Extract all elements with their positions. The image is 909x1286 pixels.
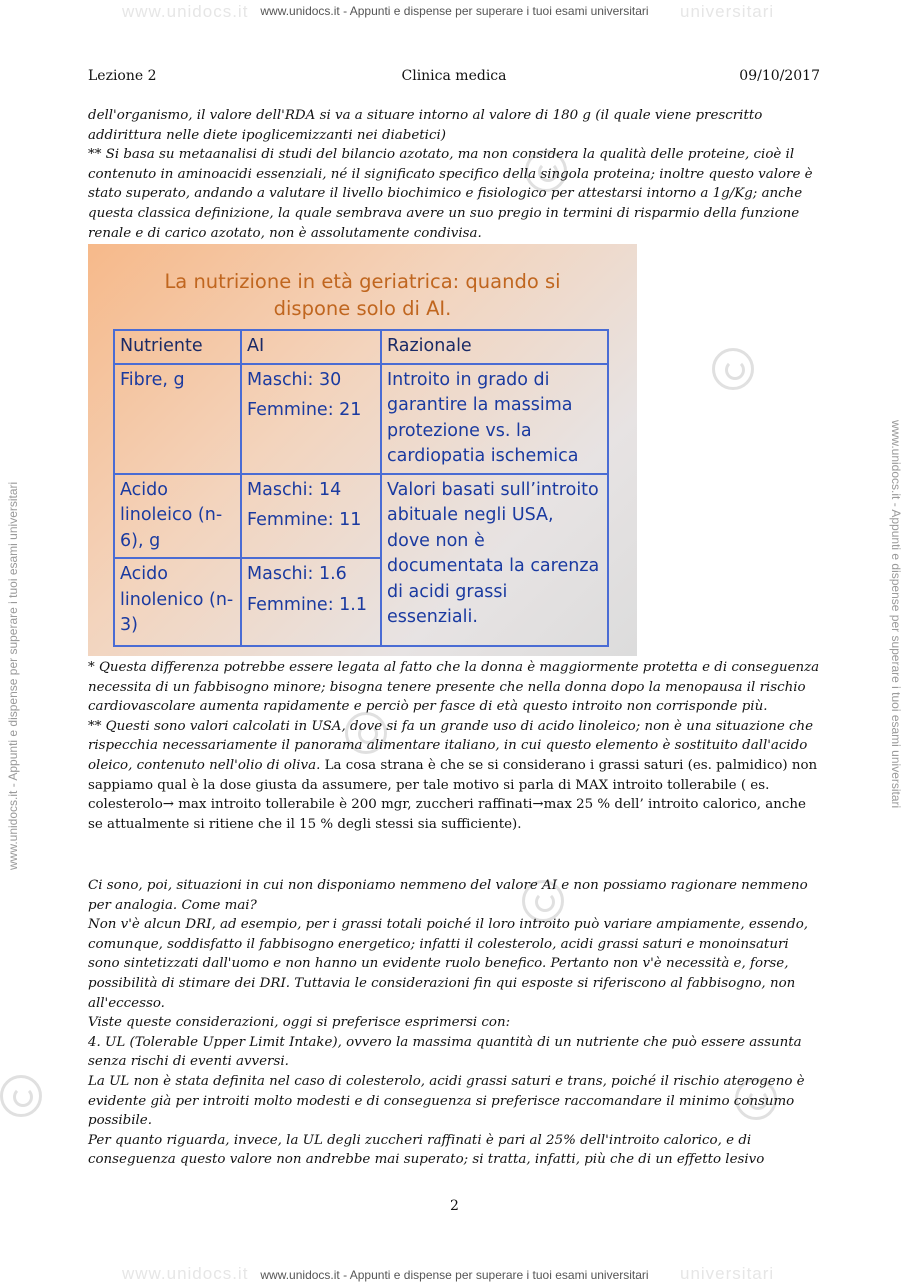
table-header-row — [114, 330, 608, 364]
table-header-cell: AI — [241, 330, 381, 364]
slide-figure — [88, 244, 637, 656]
note2-regular: La cosa strana è che se si considerano i grassi saturi (es. palmidico) non sappiamo qual è la dose giusta da assumere, per tale motivo si parla di MAX introito tollerabile ( es. colesterolo→ max introito tollerabile è 200 mgr, zuccheri raffinati→max 25 % dell’ introito calorico, anche se attualmente si ritiene che il 15 % degli stessi sia sufficiente). — [88, 757, 818, 832]
rationale-cell: Introito in grado di garantire la massima protezione vs. la cardiopatia ischemica — [381, 364, 608, 474]
body-paragraph: Per quanto riguarda, invece, la UL degli zuccheri raffinati è pari al 25% dell'introito calorico, e di conseguenza questo valore non andrebbe mai superato; si tratta, infatti, più che di un effetto lesivo — [88, 1132, 765, 1168]
note-paragraph: * Questa differenza potrebbe essere legata al fatto che la donna è maggiormente protetta e di conseguenza necessita di un fabbisogno minore; bisogna tenere presente che nella donna dopo la menopausa il rischio cardiovascolare aumenta rapidamente e perciò per fasce di età questo introito non corrisponde più. — [88, 660, 820, 715]
ai-female-value: Femmine: 21 — [247, 400, 362, 420]
ghost-right-text: universitari — [680, 2, 775, 21]
header-course: Clinica medica — [401, 68, 507, 84]
ai-female-value: Femmine: 1.1 — [247, 594, 367, 615]
slide-title — [88, 268, 637, 322]
page-header — [88, 68, 820, 88]
table-row — [114, 364, 608, 474]
slide-title-line: La nutrizione in età geriatrica: quando si — [164, 270, 561, 293]
body-paragraph: La UL non è stata definita nel caso di colesterolo, acidi grassi saturi e trans, poiché il rischio aterogeno è evidente già per introiti molto modesti e di conseguenza si preferisce raccomandare il minimo consumo possibile. — [88, 1073, 805, 1129]
header-lesson: Lezione 2 — [88, 68, 157, 84]
body-text — [88, 876, 823, 1170]
ai-male-value: Maschi: 1.6 — [247, 564, 347, 584]
ai-male-value: Maschi: 14 — [247, 479, 342, 500]
watermark-bottom: www.unidocs.it - Appunti e dispense per superare i tuoi esami universitari — [260, 1268, 649, 1282]
table-header-cell: Nutriente — [114, 330, 241, 364]
intro-text — [88, 106, 823, 243]
ai-cell — [241, 474, 381, 559]
header-date: 09/10/2017 — [739, 68, 820, 84]
body-paragraph: Ci sono, poi, situazioni in cui non disponiamo nemmeno del valore AI e non possiamo ragionare nemmeno per analogia. Come mai? — [88, 878, 808, 913]
ai-female-value: Femmine: 11 — [247, 510, 362, 530]
intro-paragraph: dell'organismo, il valore dell'RDA si va a situare intorno al valore di 180 g (il quale viene prescritto addirittura nelle diete ipoglicemizzanti nei diabetici) — [88, 108, 763, 143]
watermark-logo-icon — [712, 348, 754, 390]
watermark-logo-icon — [0, 1075, 42, 1117]
table-row — [114, 474, 608, 559]
slide-title-line: dispone solo di AI. — [273, 297, 452, 320]
note-paragraph — [88, 717, 823, 835]
body-paragraph: Viste queste considerazioni, oggi si preferisce esprimersi con: — [88, 1015, 511, 1031]
watermark-side-right: www.unidocs.it - Appunti e dispense per superare i tuoi esami universitari — [889, 420, 903, 809]
rationale-cell: Valori basati sull’introito abituale negli USA, dove non è documentata la carenza di acidi grassi essenziali. — [381, 474, 608, 647]
intro-paragraph: ** Si basa su metaanalisi di studi del bilancio azotato, ma non considera la qualità delle proteine, cioè il contenuto in aminoacidi essenziali, né il significato specifico della singola proteina; inoltre questo valore è stato superato, andando a valutare il livello biochimico e fisiologico per attestarsi intorno a 1g/Kg; anche questa classica definizione, la quale sembrava avere un suo pregio in termini di risparmio della funzione renale e di carico azotato, non è assolutamente condivisa. — [88, 147, 813, 241]
ghost-left-text: www.unidocs.it — [122, 2, 249, 21]
ai-table — [113, 329, 609, 647]
nutrient-cell: Fibre, g — [114, 364, 241, 474]
nutrient-cell: Acido linolenico (n-3) — [114, 558, 241, 646]
ai-cell — [241, 364, 381, 474]
ghost-right-text-bottom: universitari — [680, 1264, 775, 1283]
note2-italic: ** Questi sono valori calcolati in USA, dove si fa un grande uso di acido linoleico; non è una situazione che rispecchia necessariamente il panorama alimentare italiano, in cui questo elemento è sostituito dall'acido oleico, contenuto nell'olio di oliva. — [88, 718, 814, 773]
nutrient-cell: Acido linoleico (n-6), g — [114, 474, 241, 559]
ai-male-value: Maschi: 30 — [247, 369, 342, 390]
notes-text — [88, 658, 823, 834]
body-paragraph: Non v'è alcun DRI, ad esempio, per i grassi totali poiché il loro introito può variare ampiamente, essendo, comunque, soddisfatto il fabbisogno energetico; infatti il colesterolo, acidi grassi saturi e monoinsaturi sono sintetizzati dall'uomo e non hanno un evidente ruolo benefico. Pertanto non v'è necessità e, forse, possibilità di stimare dei DRI. Tuttavia le considerazioni fin qui esposte si riferiscono al fabbisogno, non all'eccesso. — [88, 917, 809, 1011]
table-header-cell: Razionale — [381, 330, 608, 364]
body-paragraph: 4. UL (Tolerable Upper Limit Intake), ovvero la massima quantità di un nutriente che può essere assunta senza rischi di eventi avversi. — [88, 1034, 802, 1070]
ghost-left-text-bottom: www.unidocs.it — [122, 1264, 249, 1283]
page-number: 2 — [450, 1198, 459, 1214]
watermark-side-left: www.unidocs.it - Appunti e dispense per superare i tuoi esami universitari — [6, 481, 20, 870]
watermark-top: www.unidocs.it - Appunti e dispense per superare i tuoi esami universitari — [260, 4, 649, 18]
ai-cell — [241, 558, 381, 646]
